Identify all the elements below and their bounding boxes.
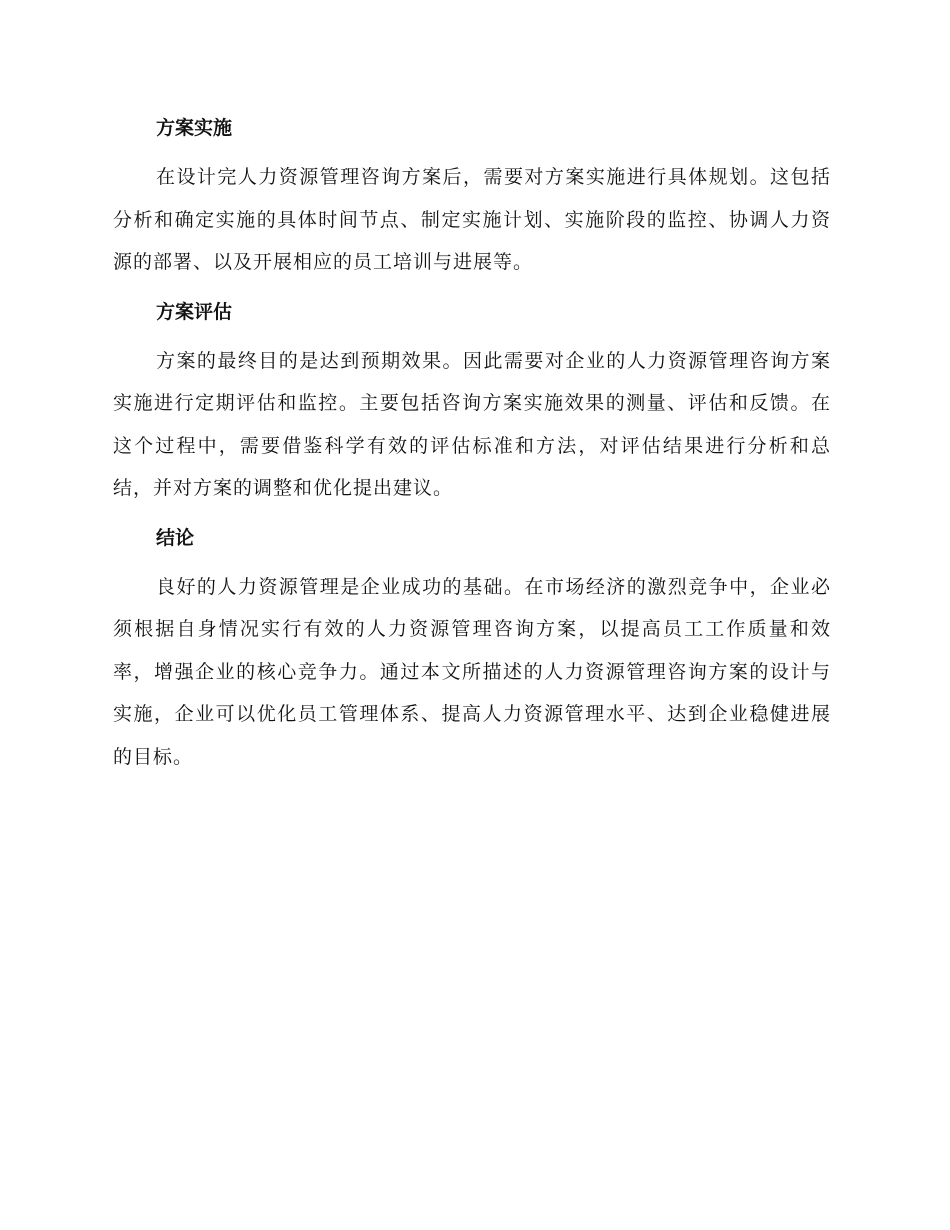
section-heading: 方案评估: [156, 300, 233, 323]
document-content: [113, 108, 831, 786]
section-paragraph: 良好的人力资源管理是企业成功的基础。在市场经济的激烈竞争中，企业必须根据自身情况实行有效的人力资源管理咨询方案，以提高员工工作质量和效率，增强企业的核心竞争力。通过本文所描述的人力资源管理咨询方案的设计与实施，企业可以优化员工管理体系、提高人力资源管理水平、达到企业稳健进展的目标。: [113, 575, 831, 768]
section-heading: 结论: [156, 526, 195, 549]
section-evaluation: [113, 292, 831, 510]
section-implementation: [113, 108, 831, 284]
section-paragraph: 方案的最终目的是达到预期效果。因此需要对企业的人力资源管理咨询方案实施进行定期评估和监控。主要包括咨询方案实施效果的测量、评估和反馈。在这个过程中，需要借鉴科学有效的评估标准和方法，对评估结果进行分析和总结，并对方案的调整和优化提出建议。: [113, 349, 831, 499]
section-heading: 方案实施: [156, 117, 233, 139]
section-conclusion: [113, 518, 831, 779]
section-paragraph: 在设计完人力资源管理咨询方案后，需要对方案实施进行具体规划。这包括分析和确定实施的具体时间节点、制定实施计划、实施阶段的监控、协调人力资源的部署、以及开展相应的员工培训与进展等。: [113, 166, 831, 273]
